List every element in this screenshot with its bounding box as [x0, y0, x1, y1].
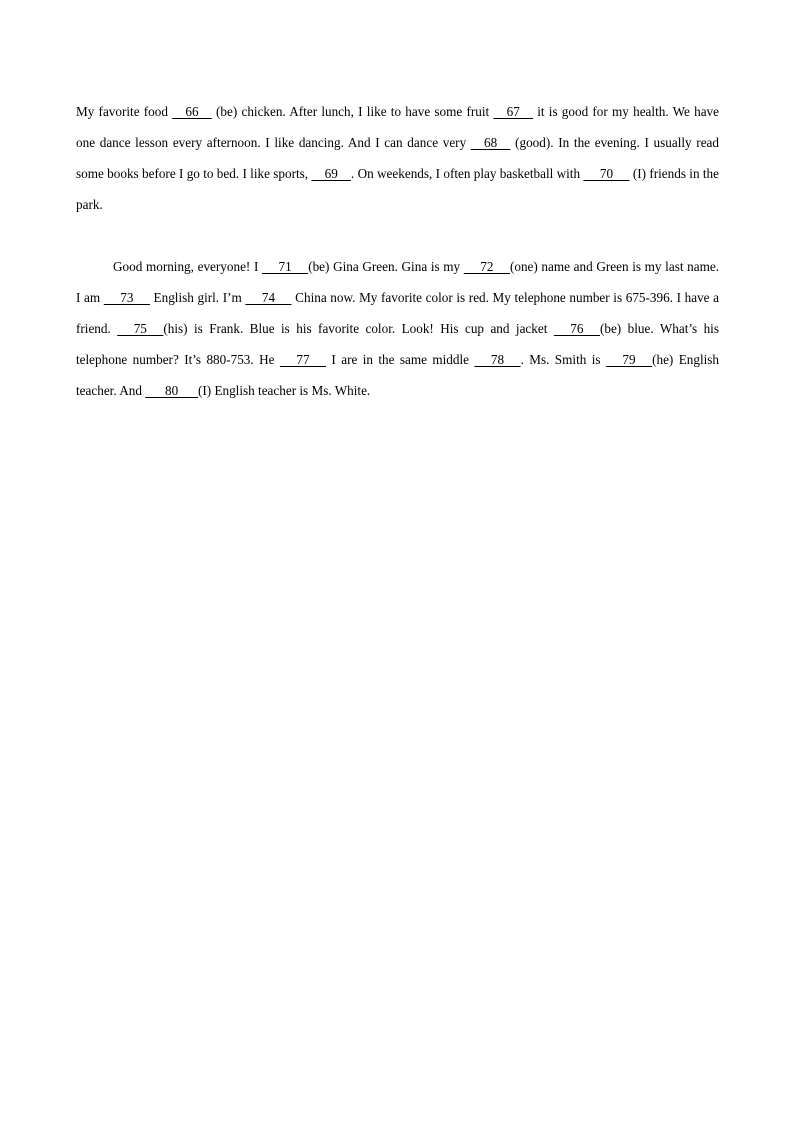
blank-72: 72: [463, 259, 510, 274]
blank-80: 80: [145, 383, 198, 398]
passage-text: Good morning, everyone! I: [113, 259, 263, 274]
passage-text: (be) chicken. After lunch, I like to have some fruit: [211, 104, 494, 119]
blank-75: 75: [117, 321, 164, 336]
passage-text: (be) Gina Green. Gina is my: [308, 259, 464, 274]
passage-text: (good). In the evening. I usually read some books before I go to bed. I like sports,: [76, 135, 719, 181]
passage-text: . Ms. Smith is: [520, 352, 606, 367]
blank-73: 73: [103, 290, 150, 305]
passage-text: English girl. I’m: [149, 290, 246, 305]
blank-67: 67: [493, 104, 533, 119]
document-page: [76, 96, 719, 406]
blank-71: 71: [262, 259, 309, 274]
passage-text: (I) English teacher is Ms. White.: [197, 383, 371, 398]
passage-paragraph-1: [76, 96, 719, 220]
blank-68: 68: [470, 135, 511, 150]
passage-paragraph-2: [76, 251, 719, 406]
blank-74: 74: [245, 290, 292, 305]
blank-70: 70: [583, 166, 630, 181]
blank-78: 78: [474, 352, 521, 367]
blank-79: 79: [605, 352, 653, 367]
passage-text: it is good for my health. We have one dance lesson every afternoon. I like dancing. And I can dance very: [76, 104, 719, 150]
passage-text: My favorite food: [76, 104, 173, 119]
passage-text: (I) friends in the park.: [76, 166, 719, 212]
blank-69: 69: [311, 166, 351, 181]
blank-66: 66: [172, 104, 212, 119]
blank-77: 77: [279, 352, 327, 367]
passage-text: I are in the same middle: [326, 352, 475, 367]
passage-text: China now. My favorite color is red. My telephone number is 675-396. I have a friend.: [76, 290, 719, 336]
passage-text: (be) blue. What’s his telephone number? It’s 880-753. He: [76, 321, 719, 367]
passage-text: (his) is Frank. Blue is his favorite color. Look! His cup and jacket: [163, 321, 554, 336]
passage-text: (one) name and Green is my last name. I am: [76, 259, 719, 305]
blank-76: 76: [553, 321, 600, 336]
passage-text: . On weekends, I often play basketball with: [350, 166, 584, 181]
passage-text: (he) English teacher. And: [76, 352, 720, 398]
